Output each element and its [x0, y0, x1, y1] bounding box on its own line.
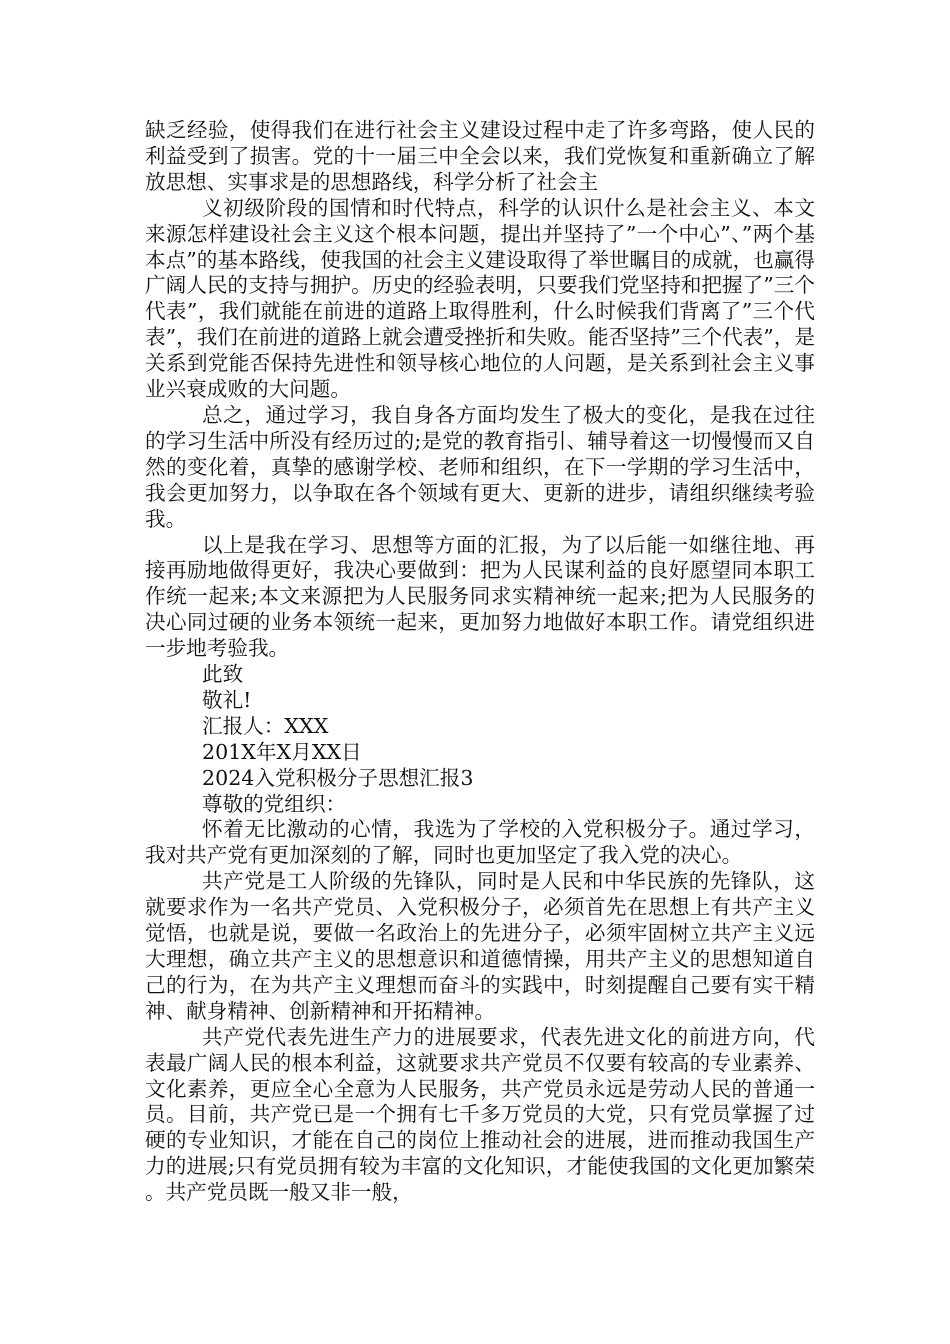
reporter-line: 汇报人：XXX: [202, 713, 329, 738]
paragraph-continued: 缺乏经验，使得我们在进行社会主义建设过程中走了许多弯路，使人民的利益受到了损害。党的十一届三中全会以来，我们党恢复和重新确立了解放思想、实事求是的思想路线，科学分析了社会主: [145, 118, 815, 194]
section-title: 2024入党积极分子思想汇报3: [202, 765, 474, 790]
salute-line: 敬礼!: [202, 687, 252, 712]
paragraph-vanguard: 共产党是工人阶级的先锋队，同时是人民和中华民族的先锋队，这就要求作为一名共产党员、入党积极分子，必须首先在思想上有共产主义觉悟，也就是说，要做一名政治上的先进分子，必须牢固树立共产主义远大理想，确立共产主义的思想意识和道德情操，用共产主义的思想知道自己的行为，在为共产主义理想而奋斗的实践中，时刻提醒自己要有实干精神、献身精神、创新精神和开拓精神。: [145, 869, 815, 1023]
greeting-line: 尊敬的党组织：: [202, 791, 347, 816]
document-body: [145, 118, 815, 1206]
paragraph-productivity: 共产党代表先进生产力的进展要求，代表先进文化的前进方向，代表最广阔人民的根本利益，这就要求共产党员不仅要有较高的专业素养、文化素养，更应全心全意为人民服务，共产党员永远是劳动人民的普通一员。目前，共产党已是一个拥有七千多万党员的大党，只有党员掌握了过硬的专业知识，才能在自己的岗位上推动社会的进展，进而推动我国生产力的进展;只有党员拥有较为丰富的文化知识，才能使我国的文化更加繁荣。共产党员既一般又非一般，: [145, 1024, 815, 1205]
closing-line: 此致: [202, 662, 244, 687]
paragraph-intro: 怀着无比激动的心情，我选为了学校的入党积极分子。通过学习，我对共产党有更加深刻的了解，同时也更加坚定了我入党的决心。: [145, 817, 815, 868]
paragraph-three-represents: 义初级阶段的国情和时代特点，科学的认识什么是社会主义、本文来源怎样建设社会主义这个根本问题，提出并坚持了”一个中心”、”两个基本点”的基本路线，使我国的社会主义建设取得了举世瞩目的成就，也赢得广阔人民的支持与拥护。历史的经验表明，只要我们党坚持和把握了”三个代表”，我们就能在前进的道路上取得胜利，什么时候我们背离了”三个代表”，我们在前进的道路上就会遭受挫折和失败。能否坚持”三个代表”，是关系到党能否保持先进性和领导核心地位的人问题，是关系到社会主义事业兴衰成败的大问题。: [145, 195, 815, 402]
paragraph-summary: 总之，通过学习，我自身各方面均发生了极大的变化，是我在过往的学习生活中所没有经历过的;是党的教育指引、辅导着这一切慢慢而又自然的变化着，真挚的感谢学校、老师和组织，在下一学期的学习生活中，我会更加努力，以争取在各个领域有更大、更新的进步，请组织继续考验我。: [145, 402, 815, 531]
paragraph-resolution: 以上是我在学习、思想等方面的汇报，为了以后能一如继往地、再接再励地做得更好，我决心要做到：把为人民谋利益的良好愿望同本职工作统一起来;本文来源把为人民服务同求实精神统一起来;把为人民服务的决心同过硬的业务本领统一起来，更加努力地做好本职工作。请党组织进一步地考验我。: [145, 532, 815, 661]
date-line: 201X年X月XX日: [202, 739, 362, 764]
